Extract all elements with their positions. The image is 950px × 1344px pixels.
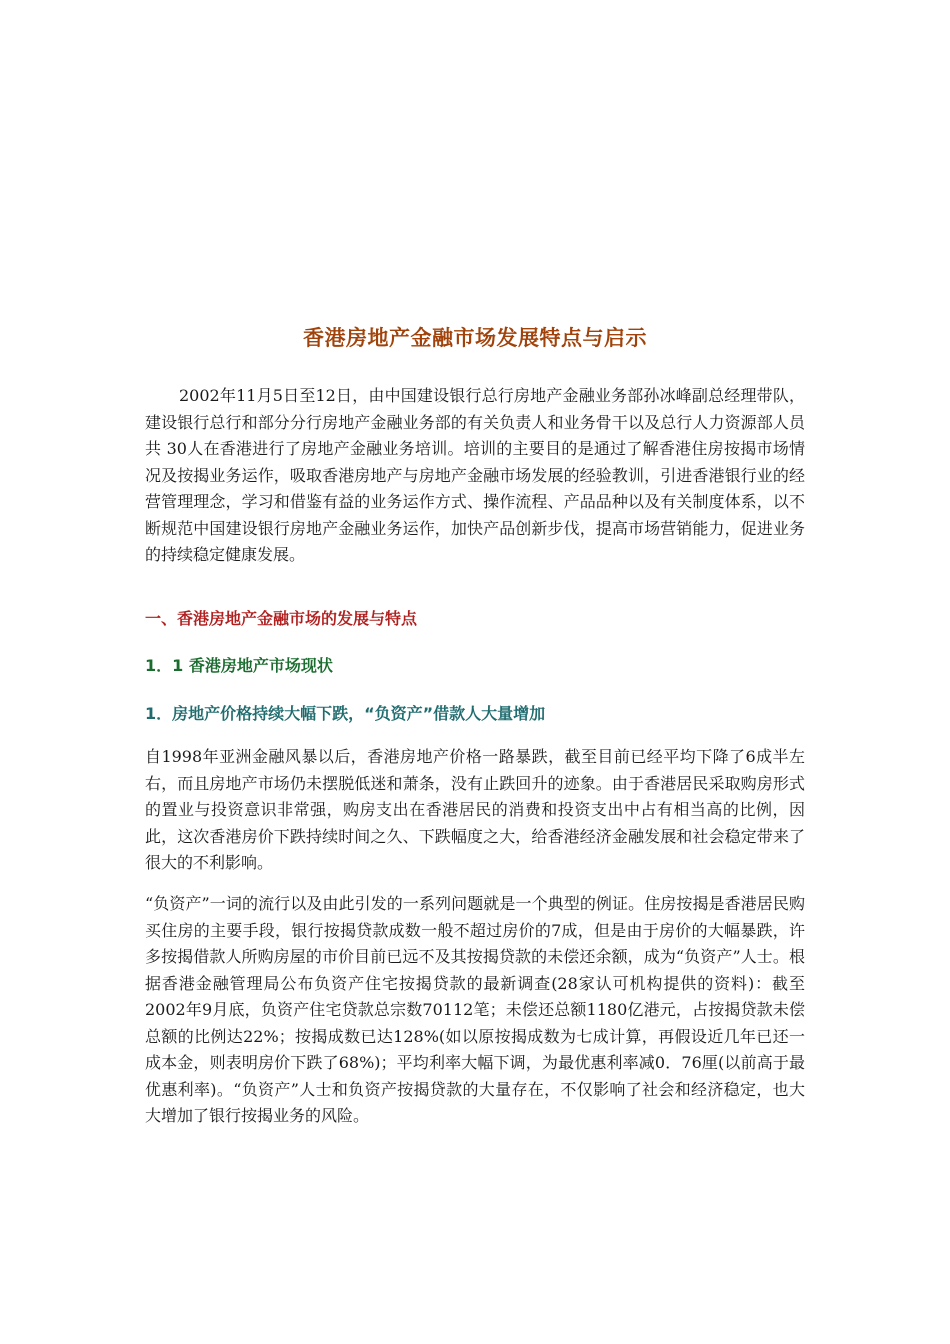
body-paragraph-2: 自1998年亚洲金融风暴以后，香港房地产价格一路暴跌，截至目前已经平均下降了6成半左右，而且房地产市场仍未摆脱低迷和萧条，没有止跌回升的迹象。由于香港居民采取购房形式的置业与投资意识非常强，购房支出在香港居民的消费和投资支出中占有相当高的比例，因此，这次香港房价下跌持续时间之久、下跌幅度之大，给香港经济金融发展和社会稳定带来了很大的不利影响。 bbox=[145, 747, 805, 872]
body-paragraph-3: “负资产”一词的流行以及由此引发的一系列问题就是一个典型的例证。住房按揭是香港居民购买住房的主要手段，银行按揭贷款成数一般不超过房价的7成，但是由于房价的大幅暴跌，许多按揭借款人所购房屋的市价目前已远不及其按揭贷款的未偿还余额，成为“负资产”人士。根据香港金融管理局公布负资产住宅按揭贷款的最新调查(28家认可机构提供的资料)：截至 2002年9月底，负资产住宅贷款总宗数70112笔；未偿还总额1180亿港元，占按揭贷款未偿总额的比例达22%；按揭成数已达128%(如以原按揭成数为七成计算，再假设近几年已还一成本金，则表明房价下跌了68%)；平均利率大幅下调，为最优惠利率减0．76厘(以前高于最优惠利率)。“负资产”人士和负资产按揭贷款的大量存在，不仅影响了社会和经济稳定，也大大增加了银行按揭业务的风险。 bbox=[145, 894, 805, 1125]
point-heading-1: 1．房地产价格持续大幅下跌，“负资产”借款人大量增加 bbox=[145, 704, 546, 723]
subsection-heading-1-1: 1．1 香港房地产市场现状 bbox=[145, 656, 333, 675]
intro-paragraph: 2002年11月5日至12日，由中国建设银行总行房地产金融业务部孙冰峰副总经理带队，建设银行总行和部分分行房地产金融业务部的有关负责人和业务骨干以及总行人力资源部人员共 30人在香港进行了房地产金融业务培训。培训的主要目的是通过了解香港住房按揭市场情况及按揭业务运作，吸取香港房地产与房地产金融市场发展的经验教训，引进香港银行业的经营管理理念，学习和借鉴有益的业务运作方式、操作流程、产品品种以及有关制度体系，以不断规范中国建设银行房地产金融业务运作，加快产品创新步伐，提高市场营销能力，促进业务的持续稳定健康发展。 bbox=[145, 386, 805, 564]
section-heading-1: 一、香港房地产金融市场的发展与特点 bbox=[145, 609, 418, 628]
document-title: 香港房地产金融市场发展特点与启示 bbox=[303, 326, 647, 350]
